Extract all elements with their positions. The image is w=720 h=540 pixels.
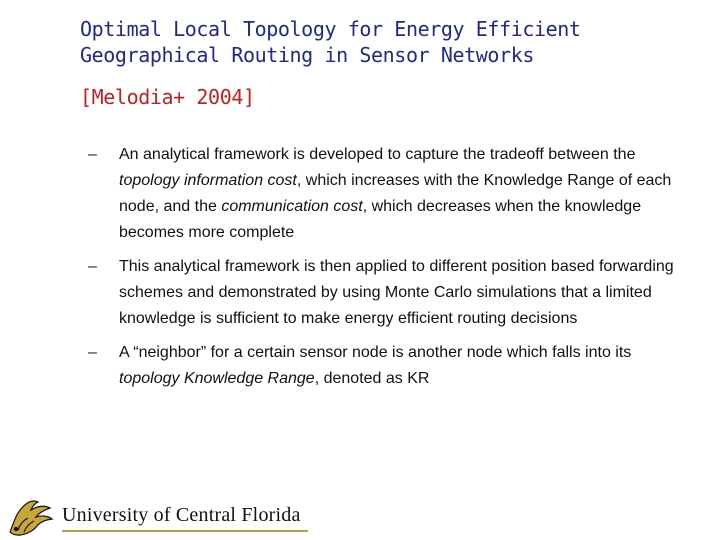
slide-title	[80, 16, 700, 68]
bullet-item	[88, 142, 688, 246]
bullet-emphasis: topology Knowledge Range	[119, 370, 315, 387]
bullet-emphasis: topology information cost	[119, 172, 297, 189]
title-line-1: Optimal Local Topology for Energy Efficient	[80, 17, 581, 41]
bullet-text	[119, 142, 688, 246]
bullet-list	[88, 142, 688, 400]
bullet-text-part: An analytical framework is developed to capture the tradeoff between the	[119, 146, 636, 163]
title-line-2: Geographical Routing in Sensor Networks	[80, 43, 534, 67]
bullet-text	[119, 340, 688, 392]
bullet-text-part: , which increases with the Knowledge Range of each node, and the	[119, 172, 672, 215]
pegasus-icon	[4, 492, 58, 538]
bullet-text-part: , denoted as KR	[314, 370, 430, 387]
bullet-text: This analytical framework is then applied to different position based forwarding schemes and demonstrated by using Monte Carlo simulations that a limited knowledge is sufficient to make energy efficient routing decisions	[119, 258, 674, 327]
bullet-dash: –	[88, 344, 97, 361]
bullet-dash: –	[88, 258, 97, 275]
bullet-dash: –	[88, 146, 97, 163]
bullet-text-part: A “neighbor” for a certain sensor node is another node which falls into its	[119, 344, 632, 361]
bullet-text-part: , which decreases when the knowledge becomes more complete	[119, 198, 642, 241]
bullet-item	[88, 254, 688, 332]
university-name: University of Central Florida	[62, 504, 301, 526]
citation: [Melodia+ 2004]	[80, 85, 255, 109]
bullet-item	[88, 340, 688, 392]
ucf-logo	[4, 492, 314, 538]
logo-underline	[62, 530, 308, 532]
bullet-emphasis: communication cost	[221, 198, 363, 215]
